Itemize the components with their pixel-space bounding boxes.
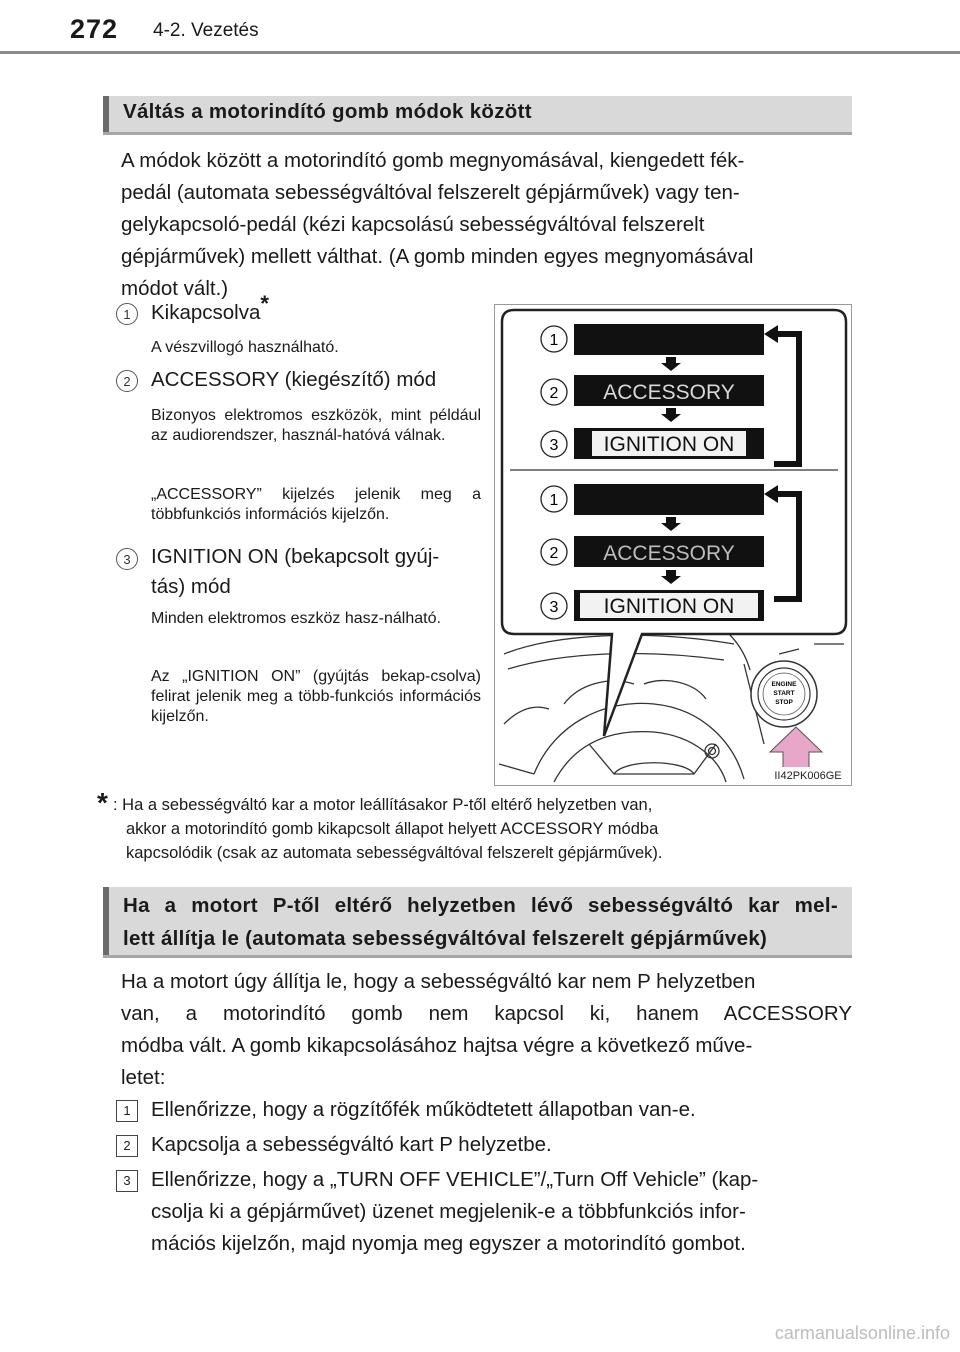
mode-title-off: Kikapcsolva* xyxy=(151,291,269,324)
footnote-line-3: kapcsolódik (csak az automata sebességváltóval felszerelt gépjárművek). xyxy=(126,844,663,862)
step-text-1: Ellenőrizze, hogy a rögzítőfék működtetett állapotban van-e. xyxy=(151,1098,696,1121)
display-off-top xyxy=(574,324,764,355)
mode-desc-accessory-2: „ACCESSORY” kijelzés jelenik meg a többfunkciós információs kijelzőn. xyxy=(151,486,481,523)
engine-start-stop-button xyxy=(751,661,817,727)
display-accessory-top-text: ACCESSORY xyxy=(603,381,735,404)
section-heading-mode-switch: Váltás a motorindító gomb módok között xyxy=(103,96,852,132)
intro-line: van, a motorindító gomb nem kapcsol ki, hanem ACCESSORY xyxy=(121,1002,852,1025)
top-mode-sequence xyxy=(541,324,799,464)
asterisk-marker: * xyxy=(260,291,269,317)
mode-switch-figure xyxy=(494,304,852,786)
display-ignition-top-text: IGNITION ON xyxy=(603,433,735,456)
intro-line: letet: xyxy=(121,1066,166,1089)
mode-desc-ignition-1: Minden elektromos eszköz hasz-nálható. xyxy=(151,610,441,627)
footnote-line-1: : Ha a sebességváltó kar a motor leállításakor P-től eltérő helyzetben van, xyxy=(113,796,653,814)
top-label-2: 2 xyxy=(549,385,559,402)
mode-number-1: 1 xyxy=(116,303,138,325)
header-divider xyxy=(0,51,960,54)
display-off-bottom xyxy=(574,484,764,515)
step-number-2: 2 xyxy=(116,1135,138,1157)
mode-number-3: 3 xyxy=(116,548,138,570)
mode-desc-ignition-2: Az „IGNITION ON” (gyújtás bekap-csolva) felirat jelenik meg a több-funkciós információs kijelzőn. xyxy=(151,668,481,725)
mode-title-ignition: IGNITION ON (bekapcsolt gyúj- tás) mód xyxy=(151,545,440,598)
intro-line: módba vált. A gomb kikapcsolásához hajtsa végre a következő műve- xyxy=(121,1034,753,1057)
mode-number-2: 2 xyxy=(116,370,138,392)
intro-line: módot vált.) xyxy=(121,277,229,300)
step-text-3: Ellenőrizze, hogy a „TURN OFF VEHICLE”/„Turn Off Vehicle” (kap- csolja ki a gépjárművet) üzenet megjelenik-e a többfunkciós infor- mációs kijelzőn, majd nyomja meg egyszer a motorindító gombot. xyxy=(151,1168,759,1255)
section2-intro xyxy=(121,966,852,1094)
intro-line: Ha a motort úgy állítja le, hogy a sebességváltó kar nem P helyzetben xyxy=(121,970,756,993)
bottom-label-1: 1 xyxy=(549,492,559,509)
intro-line: gépjárművek) mellett válthat. (A gomb minden egyes megnyomásával xyxy=(121,245,754,268)
footnote-line-2: akkor a motorindító gomb kikapcsolt állapot helyett ACCESSORY módba xyxy=(126,820,659,838)
intro-line: A módok között a motorindító gomb megnyomásával, kiengedett fék- xyxy=(121,149,745,172)
step-text-2: Kapcsolja a sebességváltó kart P helyzetbe. xyxy=(151,1133,552,1156)
step-number-1: 1 xyxy=(116,1100,138,1122)
display-ignition-bottom-text: IGNITION ON xyxy=(603,595,735,618)
bottom-label-2: 2 xyxy=(549,545,559,562)
mode-title-accessory: ACCESSORY (kiegészítő) mód xyxy=(151,368,437,391)
page-number: 272 xyxy=(70,14,119,44)
button-line-1: ENGINE xyxy=(771,681,797,688)
top-label-3: 3 xyxy=(549,437,559,454)
section1-intro xyxy=(121,145,852,305)
top-label-1: 1 xyxy=(549,332,559,349)
mode-desc-accessory-1: Bizonyos elektromos eszközök, mint például az audiorendszer, használ-hatóvá válnak. xyxy=(151,407,481,444)
display-accessory-bottom-text: ACCESSORY xyxy=(603,542,735,565)
bottom-label-3: 3 xyxy=(549,599,559,616)
figure-code: II42PK006GE xyxy=(774,770,842,782)
intro-line: pedál (automata sebességváltóval felszerelt gépjárművek) vagy ten- xyxy=(121,181,740,204)
footer-watermark: carmanualsonline.info xyxy=(774,1323,950,1343)
footnote-asterisk: * xyxy=(97,787,108,818)
button-line-2: START xyxy=(773,690,795,697)
button-line-3: STOP xyxy=(775,699,793,706)
chapter-title: 4-2. Vezetés xyxy=(153,20,259,41)
step-number-3: 3 xyxy=(116,1170,138,1192)
mode-desc-off: A vészvillogó használható. xyxy=(151,339,339,356)
intro-line: gelykapcsoló-pedál (kézi kapcsolású sebességváltóval felszerelt xyxy=(121,213,705,236)
bottom-mode-sequence xyxy=(541,484,799,621)
section-heading-non-p-stop: Ha a motort P-től eltérő helyzetben lévő sebességváltó kar mel- lett állítja le (automata sebességváltóval felszerelt gépjárművek) xyxy=(103,887,852,955)
